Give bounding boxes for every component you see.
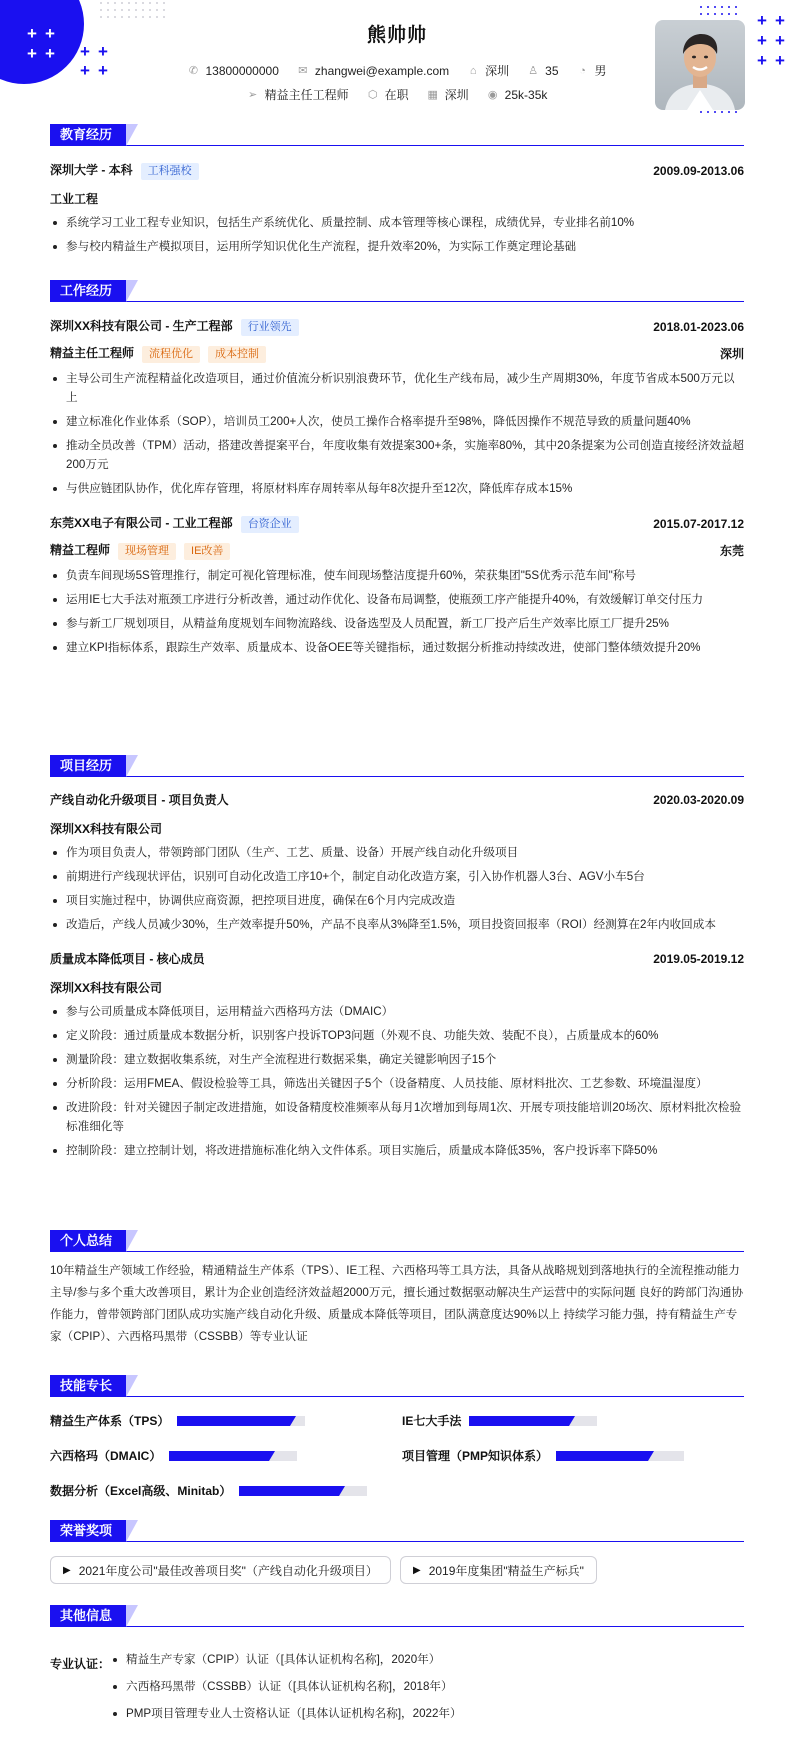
school-tag: 工科强校 xyxy=(141,163,199,180)
list-item: 作为项目负责人，带领跨部门团队（生产、工艺、质量、设备）开展产线自动化升级项目 xyxy=(50,843,744,862)
plus-icon: + xyxy=(757,31,767,50)
skill-bar xyxy=(239,1486,367,1496)
section-header xyxy=(50,1230,744,1252)
project-bullets xyxy=(50,843,744,934)
skill-name: IE七大手法 xyxy=(402,1414,462,1428)
target-city-info xyxy=(427,86,469,103)
job-title-text: 精益主任工程师 xyxy=(264,88,349,102)
list-item: 分析阶段：运用FMEA、假设检验等工具，筛选出关键因子5个（设备精度、人员技能、原材料批次、工艺参数、环境温湿度） xyxy=(50,1074,744,1093)
award-card xyxy=(400,1556,597,1584)
work-bullets xyxy=(50,566,744,657)
summary-section xyxy=(50,1230,744,1348)
plus-icon: + xyxy=(80,61,90,80)
education-row xyxy=(50,161,744,180)
list-item: 主导公司生产流程精益化改造项目，通过价值流分析识别浪费环节，优化生产线布局，减少生产周期30%，年度节省成本500万元以上 xyxy=(50,369,744,407)
work-location: 深圳 xyxy=(719,347,744,361)
summary-text: 10年精益生产领域工作经验，精通精益生产体系（TPS）、IE工程、六西格玛等工具方法，具备从战略规划到落地执行的全流程推动能力 主导/参与多个重大改善项目，累计为企业创造经济效益超2000万元，擅长通过数据驱动解决生产运营中的实际问题 良好的跨部门沟通协作能力，曾带领跨部门团队成功实施产线自动化升级、质量成本降低等项目，团队满意度达90%以上 持续学习能力强，持有精益生产专家（CPIP）、六西格玛黑带（CSSBB）等专业认证 xyxy=(50,1264,744,1343)
education-section xyxy=(50,124,744,256)
status-info xyxy=(367,86,409,103)
age-info xyxy=(527,64,558,78)
award-text: 2019年度集团"精益生产标兵" xyxy=(428,1563,584,1578)
plus-icon: + xyxy=(775,51,785,70)
age-text: 35 xyxy=(545,63,559,78)
list-item: 精益生产专家（CPIP）认证（[具体认证机构名称]，2020年） xyxy=(110,1650,462,1669)
email-text: zhangwei@example.com xyxy=(314,63,450,78)
role-tag: 现场管理 xyxy=(118,543,176,560)
list-item: 建立KPI指标体系，跟踪生产效率、质量成本、设备OEE等关键指标，通过数据分析推动持续改进，使部门整体绩效提升20% xyxy=(50,638,744,657)
section-title: 其他信息 xyxy=(50,1605,126,1627)
skill-item xyxy=(402,1412,597,1429)
triangle-right-icon: ▶ xyxy=(413,1564,421,1576)
age-icon: ♙ xyxy=(528,65,539,77)
skill-item xyxy=(50,1447,297,1464)
list-item: 运用IE七大手法对瓶颈工序进行分析改善，通过动作优化、设备布局调整，使瓶颈工序产能提升40%，有效缓解订单交付压力 xyxy=(50,590,744,609)
section-title: 项目经历 xyxy=(50,755,126,777)
major: 工业工程 xyxy=(50,192,99,206)
section-header xyxy=(50,1375,744,1397)
education-bullets xyxy=(50,213,744,256)
section-title: 教育经历 xyxy=(50,124,126,146)
list-item: 项目实施过程中，协调供应商资源，把控项目进度，确保在6个月内完成改造 xyxy=(50,891,744,910)
gender-text: 男 xyxy=(594,64,607,78)
list-item: PMP项目管理专业人士资格认证（[具体认证机构名称]，2022年） xyxy=(110,1704,462,1723)
list-item: 系统学习工业工程专业知识，包括生产系统优化、质量控制、成本管理等核心课程，成绩优异，专业排名前10% xyxy=(50,213,744,232)
project-row xyxy=(50,791,744,808)
section-title: 个人总结 xyxy=(50,1230,126,1252)
target-city-text: 深圳 xyxy=(444,88,469,102)
skill-name: 项目管理（PMP知识体系） xyxy=(402,1449,549,1463)
plus-icon: + xyxy=(98,61,108,80)
project-section xyxy=(50,755,744,1160)
company-tag: 台资企业 xyxy=(241,516,299,533)
status-icon: ⬡ xyxy=(367,89,378,101)
skill-bar-fill xyxy=(239,1486,339,1496)
candidate-name: 熊帅帅 xyxy=(366,25,427,46)
section-title: 技能专长 xyxy=(50,1375,126,1397)
salary-text: 25k-35k xyxy=(504,87,548,102)
awards-list xyxy=(50,1556,744,1586)
awards-section xyxy=(50,1520,744,1595)
home-icon: ⌂ xyxy=(469,64,477,77)
project-org: 深圳XX科技有限公司 xyxy=(50,981,163,995)
list-item: 参与公司质量成本降低项目，运用精益六西格玛方法（DMAIC） xyxy=(50,1002,744,1021)
work-bullets xyxy=(50,369,744,498)
list-item: 前期进行产线现状评估，识别可自动化改造工序10+个，制定自动化改造方案，引入协作机器人3台、AGV小车5台 xyxy=(50,867,744,886)
role-tag: 成本控制 xyxy=(208,346,266,363)
role-tag: 流程优化 xyxy=(142,346,200,363)
work-section xyxy=(50,280,744,657)
company-name: 东莞XX电子有限公司 - 工业工程部 xyxy=(50,516,233,530)
skills-section xyxy=(50,1375,744,1505)
gender-info xyxy=(577,62,607,79)
education-date: 2009.09-2013.06 xyxy=(653,163,744,178)
project-date: 2020.03-2020.09 xyxy=(653,792,744,807)
school-name: 深圳大学 - 本科 xyxy=(50,163,133,177)
company-name: 深圳XX科技有限公司 - 生产工程部 xyxy=(50,319,233,333)
section-header xyxy=(50,755,744,777)
role-title: 精益主任工程师 xyxy=(50,346,135,360)
project-title: 产线自动化升级项目 - 项目负责人 xyxy=(50,793,229,807)
plus-icon: + xyxy=(27,24,37,43)
list-item: 与供应链团队协作，优化库存管理，将原材料库存周转率从每年8次提升至12次，降低库存成本15% xyxy=(50,479,744,498)
section-header xyxy=(50,124,744,146)
section-title: 工作经历 xyxy=(50,280,126,302)
phone-icon: ✆ xyxy=(188,65,199,77)
plus-icon: + xyxy=(80,42,90,61)
salary-info xyxy=(487,88,548,102)
other-section xyxy=(50,1605,744,1725)
triangle-right-icon: ▶ xyxy=(63,1564,71,1576)
project-date: 2019.05-2019.12 xyxy=(653,951,744,966)
plus-icon: + xyxy=(98,42,108,61)
project-bullets xyxy=(50,1002,744,1160)
email-info xyxy=(297,64,449,78)
skill-item xyxy=(50,1482,367,1499)
project-title: 质量成本降低项目 - 核心成员 xyxy=(50,952,205,966)
plus-icon: + xyxy=(45,44,55,63)
plus-icon: + xyxy=(775,31,785,50)
list-item: 测量阶段：建立数据收集系统，对生产全流程进行数据采集，确定关键影响因子15个 xyxy=(50,1050,744,1069)
list-item: 参与新工厂规划项目，从精益角度规划车间物流路线、设备选型及人员配置，新工厂投产后生产效率比原工厂提升25% xyxy=(50,614,744,633)
plus-icon: + xyxy=(757,11,767,30)
skill-bar-fill xyxy=(169,1451,269,1461)
award-text: 2021年度公司"最佳改善项目奖"（产线自动化升级项目） xyxy=(78,1563,378,1578)
section-header xyxy=(50,1520,744,1542)
role-row xyxy=(50,541,744,560)
work-location: 东莞 xyxy=(719,544,744,558)
coin-icon: ◉ xyxy=(487,89,498,101)
skill-bar xyxy=(469,1416,597,1426)
phone-text: 13800000000 xyxy=(205,63,279,78)
role-tag: IE改善 xyxy=(184,543,230,560)
mail-icon: ✉ xyxy=(298,65,308,77)
section-header xyxy=(50,1605,744,1627)
project-org-row xyxy=(50,820,744,837)
work-date: 2015.07-2017.12 xyxy=(653,516,744,531)
list-item: 建立标准化作业体系（SOP），培训员工200+人次，使员工操作合格率提升至98%，降低因操作不规范导致的质量问题40% xyxy=(50,412,744,431)
skill-item xyxy=(402,1447,684,1464)
role-row xyxy=(50,344,744,363)
skill-bar-fill xyxy=(556,1451,648,1461)
skill-name: 精益生产体系（TPS） xyxy=(50,1414,170,1428)
plus-icon: + xyxy=(45,24,55,43)
city-text: 深圳 xyxy=(485,64,510,78)
section-header xyxy=(50,280,744,302)
skill-bar-fill xyxy=(469,1416,569,1426)
list-item: 负责车间现场5S管理推行，制定可视化管理标准，使车间现场整洁度提升60%，荣获集团"5S优秀示范车间"称号 xyxy=(50,566,744,585)
plus-icon: + xyxy=(757,51,767,70)
gender-icon: ◔ xyxy=(579,64,586,77)
job-title-info xyxy=(247,86,349,103)
list-item: 改进阶段：针对关键因子制定改进措施，如设备精度校准频率从每月1次增加到每周1次、开展专项技能培训20场次、原材料批次检验标准细化等 xyxy=(50,1098,744,1136)
major-row xyxy=(50,190,744,207)
skill-bar xyxy=(556,1451,684,1461)
list-item: 参与校内精益生产模拟项目，运用所学知识优化生产流程，提升效率20%，为实际工作奠定理论基础 xyxy=(50,237,744,256)
skill-bar-fill xyxy=(177,1416,290,1426)
list-item: 改造后，产线人员减少30%，生产效率提升50%，产品不良率从3%降至1.5%，项目投资回报率（ROI）经测算在2年内收回成本 xyxy=(50,915,744,934)
skill-bar xyxy=(177,1416,305,1426)
plus-icon: + xyxy=(27,44,37,63)
company-tag: 行业领先 xyxy=(241,319,299,336)
building-icon: ▦ xyxy=(427,89,438,101)
skill-name: 六西格玛（DMAIC） xyxy=(50,1449,162,1463)
project-org: 深圳XX科技有限公司 xyxy=(50,822,163,836)
company-row xyxy=(50,514,744,533)
list-item: 控制阶段：建立控制计划，将改进措施标准化纳入文件体系。项目实施后，质量成本降低35%，客户投诉率下降50% xyxy=(50,1141,744,1160)
skill-bar xyxy=(169,1451,297,1461)
section-title: 荣誉奖项 xyxy=(50,1520,126,1542)
award-card xyxy=(50,1556,391,1584)
status-text: 在职 xyxy=(384,88,409,102)
project-org-row xyxy=(50,979,744,996)
skill-item xyxy=(50,1412,305,1429)
plus-icon: + xyxy=(775,11,785,30)
role-title: 精益工程师 xyxy=(50,543,111,557)
work-date: 2018.01-2023.06 xyxy=(653,319,744,334)
list-item: 推动全员改善（TPM）活动，搭建改善提案平台，年度收集有效提案300+条，实施率80%，其中20条提案为公司创造直接经济效益超200万元 xyxy=(50,436,744,474)
list-item: 定义阶段：通过质量成本数据分析，识别客户投诉TOP3问题（外观不良、功能失效、装配不良），占质量成本的60% xyxy=(50,1026,744,1045)
profile-photo xyxy=(655,20,745,110)
project-row xyxy=(50,950,744,967)
certification-label: 专业认证： xyxy=(50,1657,111,1671)
send-icon: ➢ xyxy=(248,89,258,101)
resume-header xyxy=(0,0,794,120)
certification-list xyxy=(110,1650,462,1723)
company-row xyxy=(50,317,744,336)
city-info xyxy=(467,62,509,79)
skill-name: 数据分析（Excel高级、Minitab） xyxy=(50,1484,232,1498)
phone-info xyxy=(187,64,278,78)
list-item: 六西格玛黑带（CSSBB）认证（[具体认证机构名称]，2018年） xyxy=(110,1677,462,1696)
